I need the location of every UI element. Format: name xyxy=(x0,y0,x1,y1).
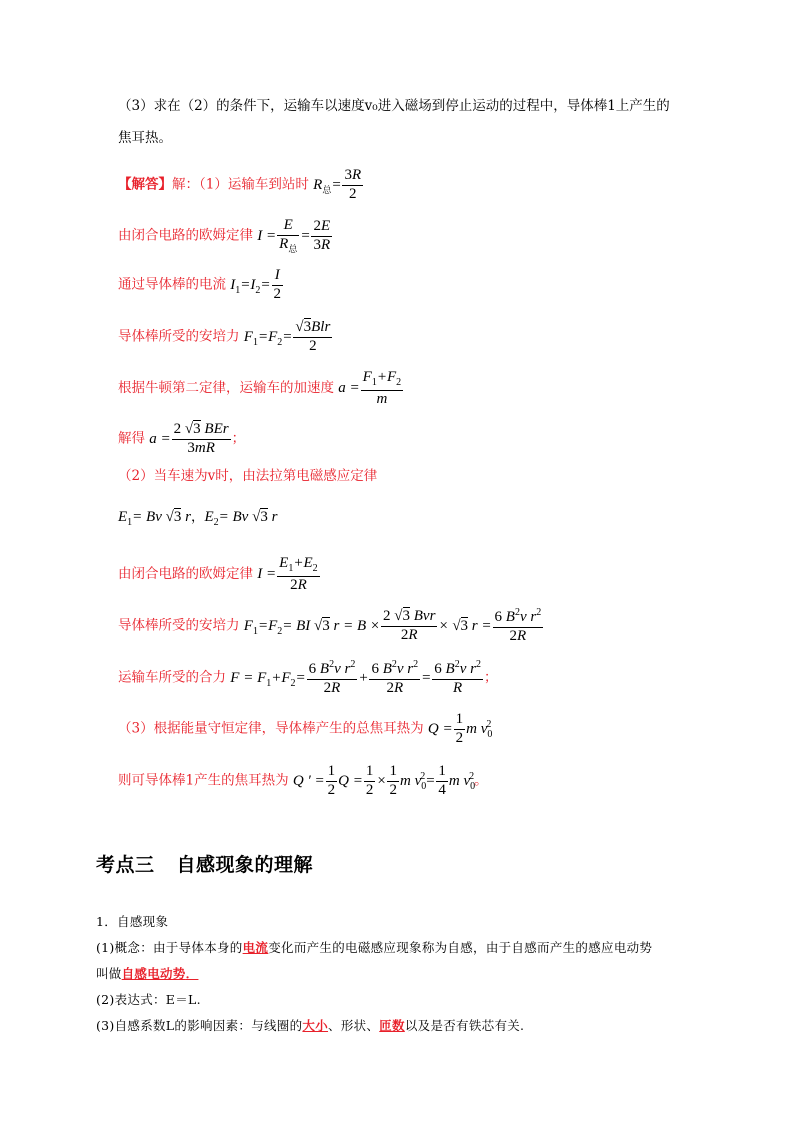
formula-branch-current: $I_1=I_2=$ $\frac{I}{2}$ xyxy=(230,267,282,302)
formula-acceleration: a = $\frac{F_1+F_2}{m}$ xyxy=(338,369,402,407)
step-9-label: 由闭合电路的欧姆定律 xyxy=(118,566,253,583)
step-2-label: 由闭合电路的欧姆定律 xyxy=(118,227,253,244)
answer-step-5 xyxy=(118,370,404,407)
answer-step-2 xyxy=(118,218,333,254)
question-3-line-1: （3）求在（2）的条件下，运输车以速度v₀进入磁场到停止运动的过程中，导体棒1上产生的 xyxy=(118,98,670,114)
answer-step-10 xyxy=(118,608,544,645)
answer-part-2: （2）当车速为v时，由法拉第电磁感应定律 xyxy=(118,468,378,484)
answer-step-1 xyxy=(118,168,364,203)
answer-part-3 xyxy=(118,712,491,747)
step-11-label: 运输车所受的合力 xyxy=(118,669,226,686)
notes-factors: (3)自感系数L的影响因素：与线圈的大小、形状、匝数以及是否有铁芯有关. xyxy=(96,1018,525,1033)
notes-expression: (2)表达式：E＝L. xyxy=(96,992,201,1007)
formula-total-heat: Q = $\frac{1}{2}$ m $v_0^2$ xyxy=(427,711,493,746)
emphasis-turns: 匝数 xyxy=(379,1018,405,1033)
formula-current-2: I = $\frac{E_1+E_2}{2R}$ xyxy=(257,555,318,593)
answer-step-3 xyxy=(118,268,284,303)
formula-rod-heat: Q ′ = $\frac{1}{2}$ Q = $\frac{1}{2}$ × $\frac{1}{2}$ m $v_0^2=$ $\frac{1}{4}$ m $v_0^2$ xyxy=(292,763,476,798)
emphasis-self-emf: 自感电动势． xyxy=(121,966,199,981)
emphasis-size: 大小 xyxy=(302,1018,329,1033)
section-title: 自感现象的理解 xyxy=(176,854,314,876)
part-3-label: （3）根据能量守恒定律，导体棒产生的总焦耳热为 xyxy=(118,720,424,737)
step-10-label: 导体棒所受的安培力 xyxy=(118,617,240,634)
formula-emf: $E_1= Bv$ √3 r，$E_2= Bv$ √3 r xyxy=(118,509,278,528)
formula-net-force: $F = F_1+F_2=$ $\frac{6 B^2v r^2}{2R}$ + $\frac{6 B^2v r^2}{2R}$ = $\frac{6 B^2v r^2}{R}$ xyxy=(230,659,481,696)
question-3-line-2: 焦耳热。 xyxy=(118,130,172,146)
formula-ampere-force: $F_1=F_2=$ $\frac{\text{√3Blr}}{2}$ xyxy=(243,319,331,354)
step-5-label: 根据牛顿第二定律，运输车的加速度 xyxy=(118,380,334,397)
answer-step-4 xyxy=(118,320,333,355)
formula-acceleration-result: a = $\frac{\text{2 √3 BEr}}{3mR}$ xyxy=(149,421,229,456)
formula-ampere-force-2: $F_1=F_2=$ BI √3 r = B × $\frac{\text{2 √3 Bvr}}{2R}$ × √3 r = $\frac{6 B^2v r^2}{2R}$ xyxy=(243,607,542,644)
step-1-label: 解：（1）运输车到站时 xyxy=(172,176,309,193)
answer-tag: 【解答】 xyxy=(118,176,172,193)
section-heading xyxy=(96,850,313,877)
step-3-label: 通过导体棒的电流 xyxy=(118,276,226,293)
section-number: 考点三 xyxy=(96,854,155,876)
notes-concept-line-2: 叫做自感电动势． xyxy=(96,966,199,981)
answer-step-11: 运输车所受的合力 $F = F_1+F_2=$ $\frac{6 B^2v r^2}{2R}$ + $\frac{6 B^2v r^2}{2R}$ = $\frac{6 B^2v r^2}{R}$ ； xyxy=(118,659,498,696)
step-4-label: 导体棒所受的安培力 xyxy=(118,328,240,345)
formula-current: I = $\frac{E}{R_总}$ = $\frac{2E}{3R}$ xyxy=(257,217,331,254)
step-13-label: 则可导体棒1产生的焦耳热为 xyxy=(118,772,289,789)
notes-item-1: 1．自感现象 xyxy=(96,914,169,929)
notes-concept-line-1: (1)概念：由于导体本身的电流变化而产生的电磁感应现象称为自感，由于自感而产生的感应电动势 xyxy=(96,940,653,955)
formula-total-resistance: $R_总=$ $\frac{3R}{2}$ xyxy=(313,167,362,202)
answer-step-6: 解得 a = $\frac{\text{2 √3 BEr}}{3mR}$ ； xyxy=(118,421,246,456)
step-6-label: 解得 xyxy=(118,430,145,447)
answer-step-13: 则可导体棒1产生的焦耳热为 Q ′ = $\frac{1}{2}$ Q = $\frac{1}{2}$ × $\frac{1}{2}$ m $v_0^2=$ $\frac{1}{4}$ m $v_0^2$。 xyxy=(118,763,488,798)
emphasis-current: 电流 xyxy=(242,940,269,955)
answer-step-9 xyxy=(118,556,321,593)
